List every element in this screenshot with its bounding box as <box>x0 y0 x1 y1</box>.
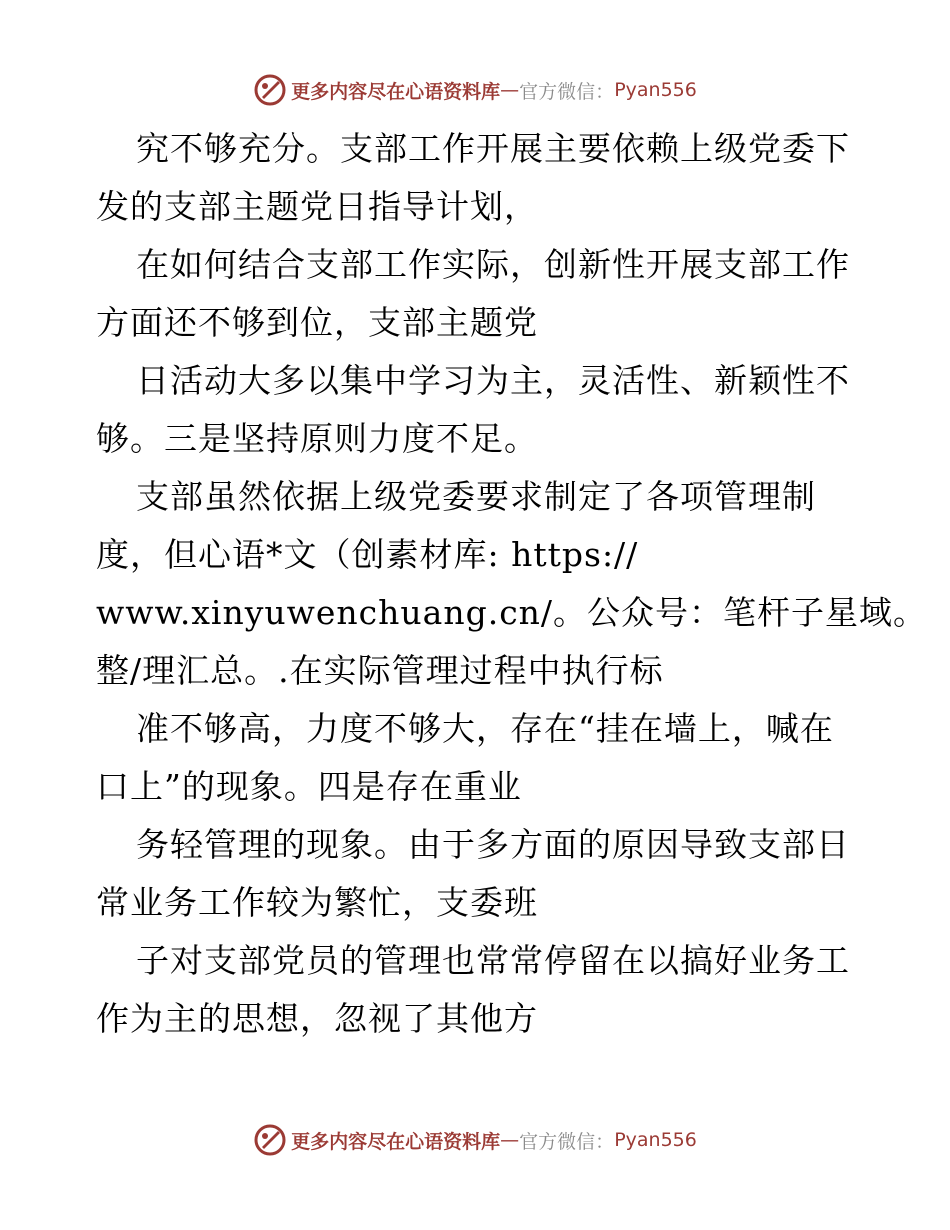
brand-logo-icon <box>253 73 287 107</box>
text-line: 准不够高，力度不够大，存在“挂在墙上，喊在 <box>136 709 834 748</box>
text-line: 支部虽然依据上级党委要求制定了各项管理制 <box>136 477 816 516</box>
document-body <box>96 120 928 1048</box>
watermark-label: 官方微信： <box>519 80 615 103</box>
text-line: 口上”的现象。四是存在重业 <box>96 767 522 806</box>
text-line: 务轻管理的现象。由于多方面的原因导致支部日 <box>136 825 850 864</box>
watermark-wechat-id: Pyan556 <box>614 1129 697 1151</box>
watermark-separator: — <box>500 1129 520 1151</box>
text-line: 方面还不够到位，支部主题党 <box>96 303 538 342</box>
watermark-separator: — <box>500 79 520 101</box>
footer-watermark <box>0 1120 950 1160</box>
text-line: 度，但心语*文（创素材库: https:// <box>96 535 639 574</box>
text-line: 够。三是坚持原则力度不足。 <box>96 419 538 458</box>
text-line: www.xinyuwenchuang.cn/。公众号：笔杆子星域。 <box>96 593 928 632</box>
text-line: 日活动大多以集中学习为主，灵活性、新颖性不 <box>136 361 850 400</box>
text-line: 常业务工作较为繁忙，支委班 <box>96 883 538 922</box>
brand-logo-icon <box>253 1123 287 1157</box>
header-watermark <box>0 70 950 110</box>
watermark-main-text: 更多内容尽在心语资料库 <box>291 80 501 103</box>
watermark-main-text: 更多内容尽在心语资料库 <box>291 1130 501 1153</box>
watermark-wechat-id: Pyan556 <box>614 79 697 101</box>
text-line: 在如何结合支部工作实际，创新性开展支部工作 <box>136 245 850 284</box>
text-line: 子对支部党员的管理也常常停留在以搞好业务工 <box>136 941 850 980</box>
text-line: 整/理汇总。.在实际管理过程中执行标 <box>96 651 664 690</box>
text-line: 发的支部主题党日指导计划， <box>96 187 538 226</box>
text-line: 作为主的思想，忽视了其他方 <box>96 999 538 1038</box>
text-line: 究不够充分。支部工作开展主要依赖上级党委下 <box>136 129 850 168</box>
watermark-label: 官方微信： <box>519 1130 615 1153</box>
